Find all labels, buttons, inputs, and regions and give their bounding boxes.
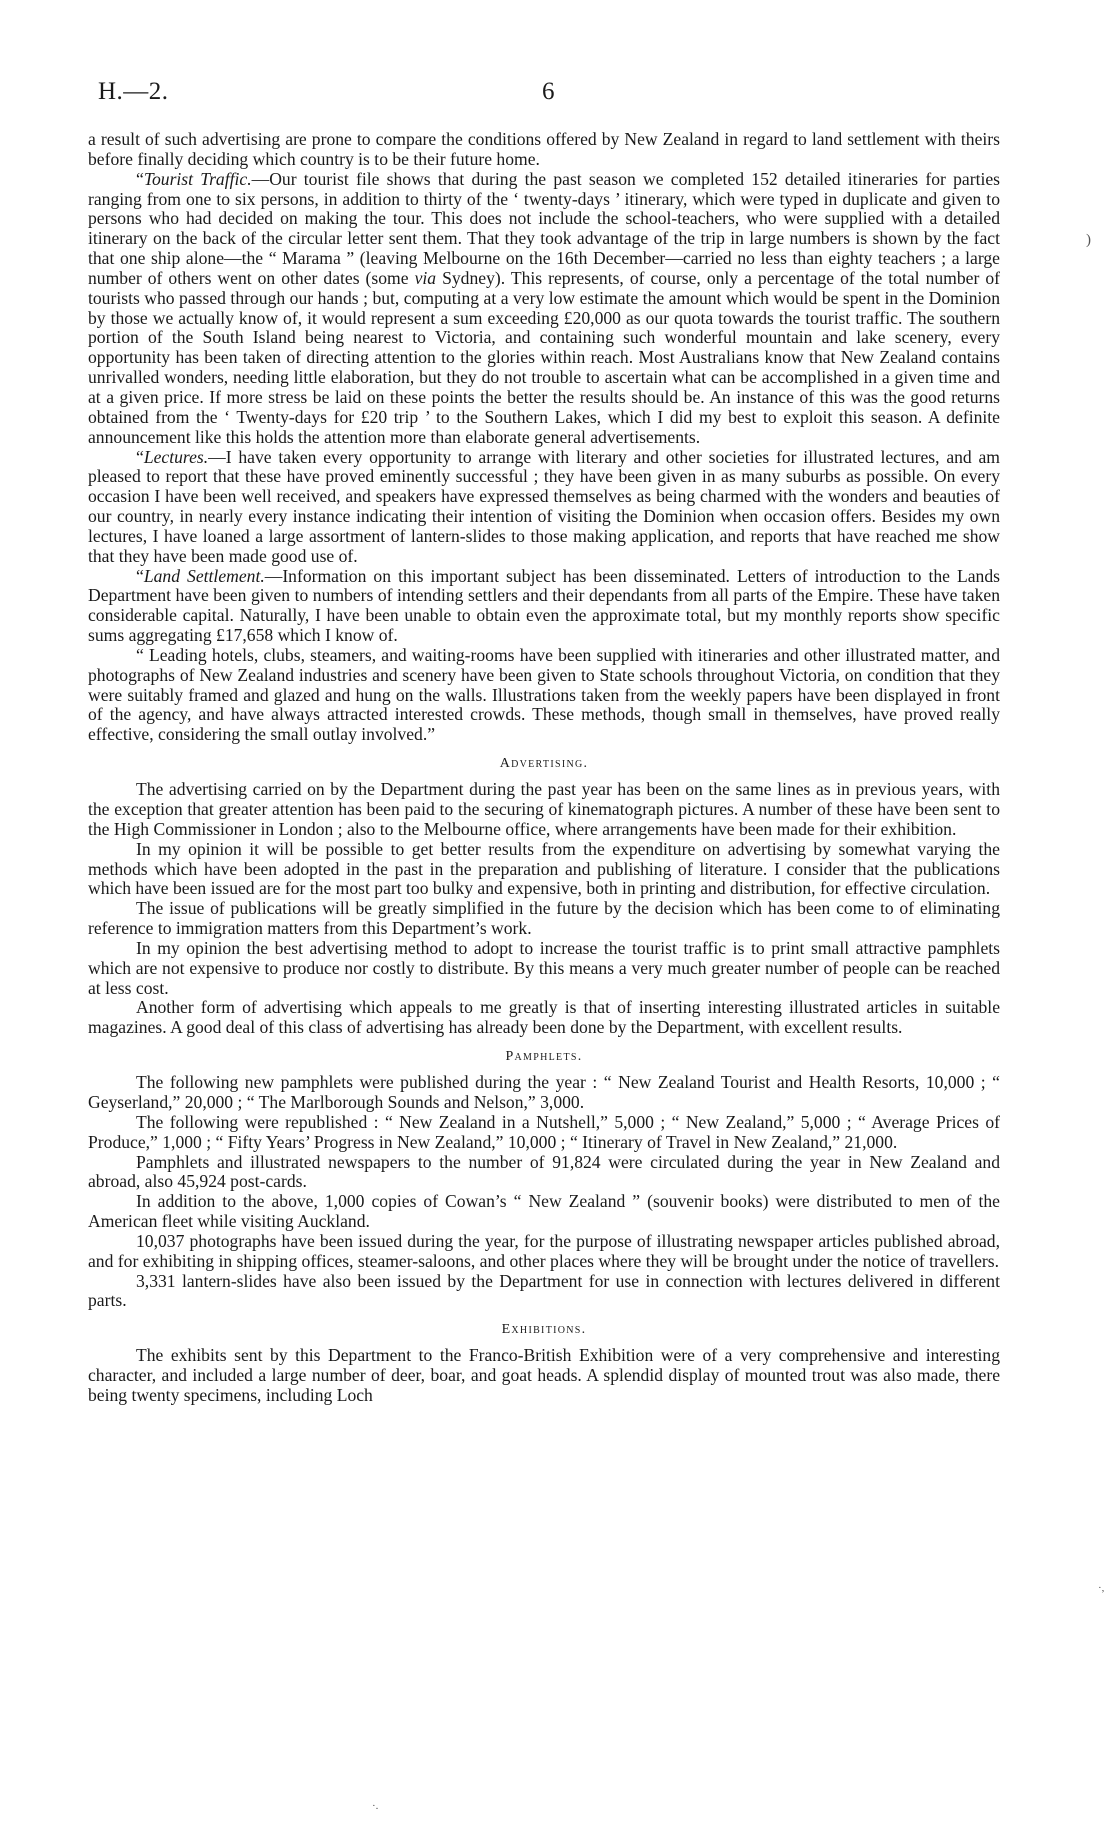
advertising-paragraph: The advertising carried on by the Department during the past year has been on the same lines as in previous years, with the exception that greater attention has been paid to the securing of kinematograph pictures. A number of these have been sent to the High Commissioner in London ; also to the Melbourne office, where arrangements have been made for their exhibition. [88,779,1000,839]
open-quote: “ [136,168,144,189]
pamphlets-paragraph: The following new pamphlets were published during the year : “ New Zealand Tourist and Health Resorts, 10,000 ; “ Geyserland,” 20,000 ; “ The Marlborough Sounds and Nelson,” 3,000. [88,1072,1000,1112]
advertising-paragraph: The issue of publications will be greatly simplified in the future by the decision which has been come to of eliminating reference to immigration matters from this Department’s work. [88,898,1000,939]
page-header [98,78,998,108]
paragraph-continuation: a result of such advertising are prone to compare the conditions offered by New Zealand in regard to land settlement with theirs before finally deciding which country is to be their future home. [88,129,1000,169]
margin-scan-mark: ·, [1098,1582,1105,1594]
paragraph-tourist-traffic [88,170,1000,448]
paragraph-lectures [88,448,1000,567]
paragraph-leading-hotels: “ Leading hotels, clubs, steamers, and waiting-rooms have been supplied with itineraries and other illustrated matter, and photographs of New Zealand industries and scenery have been given to State schools throughout Victoria, on condition that they were suitably framed and glazed and hung on the walls. Illustrations taken from the weekly papers have been displayed in front of the agency, and have always attracted interested crowds. These methods, though small in themselves, have proved really effective, considering the small outlay involved.” [88,644,1000,745]
lectures-heading: Lectures. [143,446,209,467]
tourist-traffic-text: —Our tourist file shows that during the past season we completed 152 detailed itineraries for parties ranging from one to six persons, in addition to thirty of the ‘ twenty-days ’ itinerary, which were typed in duplicate and given to persons who had decided on making the tour. This does not include the school-teachers, who were supplied with a detailed itinerary on the back of the circular letter sent them. That they took advantage of the trip in large numbers is shown by the fact that one ship alone—the “ Marama ” (leaving Melbourne on the 16th December—carried no less than eighty teachers ; a large number of others went on other dates (some [88,168,1000,288]
open-quote: “ [136,565,144,586]
section-heading-pamphlets: Pamphlets. [505,1049,583,1065]
exhibitions-paragraph: The exhibits sent by this Department to the Franco-British Exhibition were of a very comprehensive and interesting character, and included a large number of deer, boar, and goat heads. A splendid display of mounted trout was also made, there being twenty specimens, including Loch [88,1345,1000,1405]
pamphlets-paragraph: The following were republished : “ New Zealand in a Nutshell,” 5,000 ; “ New Zealand,” 5,000 ; “ Average Prices of Produce,” 1,000 ; “ Fifty Years’ Progress in New Zealand,” 10,000 ; “ Itinerary of Travel in New Zealand,” 21,000. [88,1111,1000,1152]
advertising-paragraph: In my opinion it will be possible to get better results from the expenditure on advertising by somewhat varying the methods which have been adopted in the past in the preparation and publishing of literature. I consider that the publications which have been issued are for the most part too bulky and expensive, both in printing and distribution, for effective circulation. [88,838,1000,899]
section-heading-advertising: Advertising. [499,756,589,772]
section-heading-exhibitions: Exhibitions. [501,1322,587,1338]
page-number: 6 [542,78,555,105]
advertising-paragraph: Another form of advertising which appeals to me greatly is that of inserting interesting illustrated articles in suitable magazines. A good deal of this class of advertising has already been done by the Department, with excellent results. [88,997,1000,1038]
tourist-traffic-heading: Tourist Traffic. [143,168,252,189]
parliamentary-paper-reference: H.—2. [98,78,169,105]
margin-scan-mark: ) [1086,232,1091,248]
lectures-text: —I have taken every opportunity to arrange with literary and other societies for illustrated lectures, and am pleased to report that these have proved eminently successful ; they have been given in as many suburbs as possible. On every occasion I have been well received, and speakers have expressed themselves as being charmed with the wonders and beauties of our country, in nearly every instance indicating their intention of visiting the Dominion when occasion offers. Besides my own lectures, I have loaned a large assortment of lantern-slides to those making application, and reports that have reached me show that they have been made good use of. [88,446,1000,566]
open-quote: “ [136,446,144,467]
via-italic: via [414,267,437,288]
paragraph-land-settlement [88,567,1000,646]
advertising-paragraph: In my opinion the best advertising method to adopt to increase the tourist traffic is to print small attractive pamphlets which are not expensive to produce nor costly to distribute. By this means a very much greater number of people can be reached at less cost. [88,937,1000,998]
bottom-scan-mark: ·. [372,1800,379,1812]
pamphlets-paragraph: Pamphlets and illustrated newspapers to the number of 91,824 were circulated during the year in New Zealand and abroad, also 45,924 post-cards. [88,1151,1000,1192]
land-settlement-text: —Information on this important subject has been disseminated. Letters of introduction to the Lands Department have been given to numbers of intending settlers and their dependants from all parts of the Empire. These have taken considerable capital. Naturally, I have been unable to obtain even the approximate total, but my monthly reports show specific sums aggregating £17,658 which I know of. [88,565,1000,646]
land-settlement-heading: Land Settlement. [143,565,265,586]
tourist-traffic-text-continued: Sydney). This represents, of course, only a percentage of the total number of tourists who passed through our hands ; but, computing at a very low estimate the amount which would be spent in the Dominion by those we actually know of, it would represent a sum exceeding £20,000 as our quota towards the tourist traffic. The southern portion of the South Island being nearest to Victoria, and containing such wonderful mountain and lake scenery, every opportunity has been taken of directing attention to the glories within reach. Most Australians know that New Zealand contains unrivalled wonders, needing little elaboration, but they do not trouble to ascertain what can be accomplished in a given time and at a given price. If more stress be laid on these points the better the results should be. An instance of this was the good returns obtained from the ‘ Twenty-days for £20 trip ’ to the Southern Lakes, which I did my best to exploit this season. A definite announcement like this holds the attention more than elaborate general advertisements. [88,267,1000,447]
document-body [88,130,1000,1406]
pamphlets-paragraph: 10,037 photographs have been issued during the year, for the purpose of illustrating newspaper articles published abroad, and for exhibiting in shipping offices, steamer-saloons, and other places where they will be brought under the notice of travellers. [88,1230,1000,1271]
pamphlets-paragraph: In addition to the above, 1,000 copies of Cowan’s “ New Zealand ” (souvenir books) were distributed to men of the American fleet while visiting Auckland. [88,1191,1000,1232]
pamphlets-paragraph: 3,331 lantern-slides have also been issued by the Department for use in connection with lectures delivered in different parts. [88,1270,1000,1311]
